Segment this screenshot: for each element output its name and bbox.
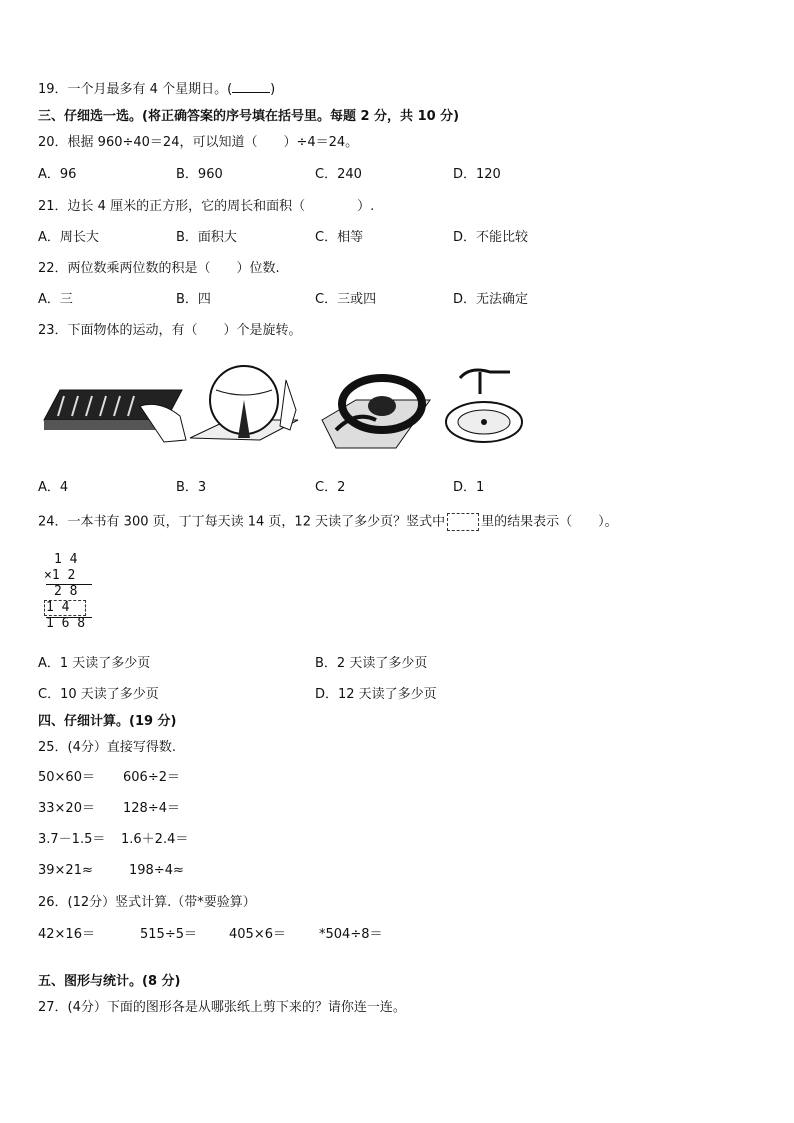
- calc-item: 3.7－1.5＝: [38, 832, 106, 847]
- section-4-heading: 四、仔细计算。(19 分): [38, 714, 177, 729]
- steering-wheel-picture: [316, 360, 436, 450]
- q23-option-b[interactable]: B．3: [176, 480, 207, 495]
- faucet-sink-picture: [440, 360, 530, 450]
- globe-picture: [188, 360, 303, 450]
- vert-row-1: 1 4: [54, 552, 78, 567]
- q22-option-d[interactable]: D．无法确定: [453, 292, 529, 307]
- q23-option-d[interactable]: D．1: [453, 480, 485, 495]
- question-24-text-b: 里的结果表示（ ）。: [481, 514, 618, 530]
- vertical-calc-item: 515÷5＝: [140, 927, 197, 942]
- q20-option-c[interactable]: C．240: [315, 167, 362, 182]
- calc-item: 1.6＋2.4＝: [121, 832, 189, 847]
- q24-option-a[interactable]: A．1 天读了多少页: [38, 656, 151, 671]
- question-20: 20．根据 960÷40＝24，可以知道（ ）÷4＝24。: [38, 135, 359, 150]
- question-26: 26．(12分）竖式计算.（带*要验算）: [38, 895, 256, 910]
- calc-item: 50×60＝: [38, 770, 95, 785]
- q20-option-b[interactable]: B．960: [176, 167, 223, 182]
- q24-option-d[interactable]: D．12 天读了多少页: [315, 687, 437, 702]
- vert-row-5: 1 6 8: [46, 616, 86, 631]
- q22-option-c[interactable]: C．三或四: [315, 292, 377, 307]
- calc-item: 33×20＝: [38, 801, 95, 816]
- calc-item: 128÷4＝: [123, 801, 180, 816]
- section-5-heading: 五、图形与统计。(8 分): [38, 974, 181, 989]
- calc-item: 606÷2＝: [123, 770, 180, 785]
- dashed-box-marker: [447, 513, 479, 531]
- question-27: 27．(4分）下面的图形各是从哪张纸上剪下来的？请你连一连。: [38, 1000, 406, 1015]
- question-19-text: 19．一个月最多有 4 个星期日。(: [38, 82, 233, 97]
- q23-option-a[interactable]: A．4: [38, 480, 69, 495]
- vertical-multiplication: [40, 552, 100, 632]
- vert-row-3: 2 8: [54, 584, 78, 599]
- question-21: 21．边长 4 厘米的正方形，它的周长和面积（ ）.: [38, 199, 375, 214]
- q21-option-b[interactable]: B．面积大: [176, 230, 237, 245]
- section-3-heading: 三、仔细选一选。(将正确答案的序号填在括号里。每题 2 分，共 10 分): [38, 109, 460, 124]
- q21-option-a[interactable]: A．周长大: [38, 230, 99, 245]
- vertical-calc-item: 42×16＝: [38, 927, 95, 942]
- question-24-text-a: 24．一本书有 300 页，丁丁每天读 14 页，12 天读了多少页？竖式中: [38, 514, 446, 530]
- q24-option-c[interactable]: C．10 天读了多少页: [38, 687, 159, 702]
- calc-item: 39×21≈: [38, 863, 93, 878]
- vertical-calc-item: 405×6＝: [229, 927, 286, 942]
- q21-option-d[interactable]: D．不能比较: [453, 230, 529, 245]
- calc-item: 198÷4≈: [129, 863, 184, 878]
- q24-option-b[interactable]: B．2 天读了多少页: [315, 656, 428, 671]
- question-24: [38, 513, 618, 532]
- abacus-picture: [40, 360, 190, 450]
- q20-option-a[interactable]: A．96: [38, 167, 77, 182]
- answer-blank[interactable]: [232, 80, 270, 93]
- q22-option-a[interactable]: A．三: [38, 292, 73, 307]
- question-22: 22．两位数乘两位数的积是（ ）位数.: [38, 261, 280, 276]
- q20-option-d[interactable]: D．120: [453, 167, 501, 182]
- question-25: 25．(4分）直接写得数.: [38, 740, 177, 755]
- q22-option-b[interactable]: B．四: [176, 292, 211, 307]
- question-19-end: ): [270, 82, 276, 97]
- vertical-calc-item: *504÷8＝: [319, 927, 383, 942]
- vert-row-2: ×1 2: [44, 568, 76, 583]
- question-23: 23．下面物体的运动，有（ ）个是旋转。: [38, 323, 302, 338]
- vert-row-4: 1 4: [46, 600, 70, 615]
- q23-option-c[interactable]: C．2: [315, 480, 346, 495]
- question-19: [38, 80, 275, 99]
- q21-option-c[interactable]: C．相等: [315, 230, 364, 245]
